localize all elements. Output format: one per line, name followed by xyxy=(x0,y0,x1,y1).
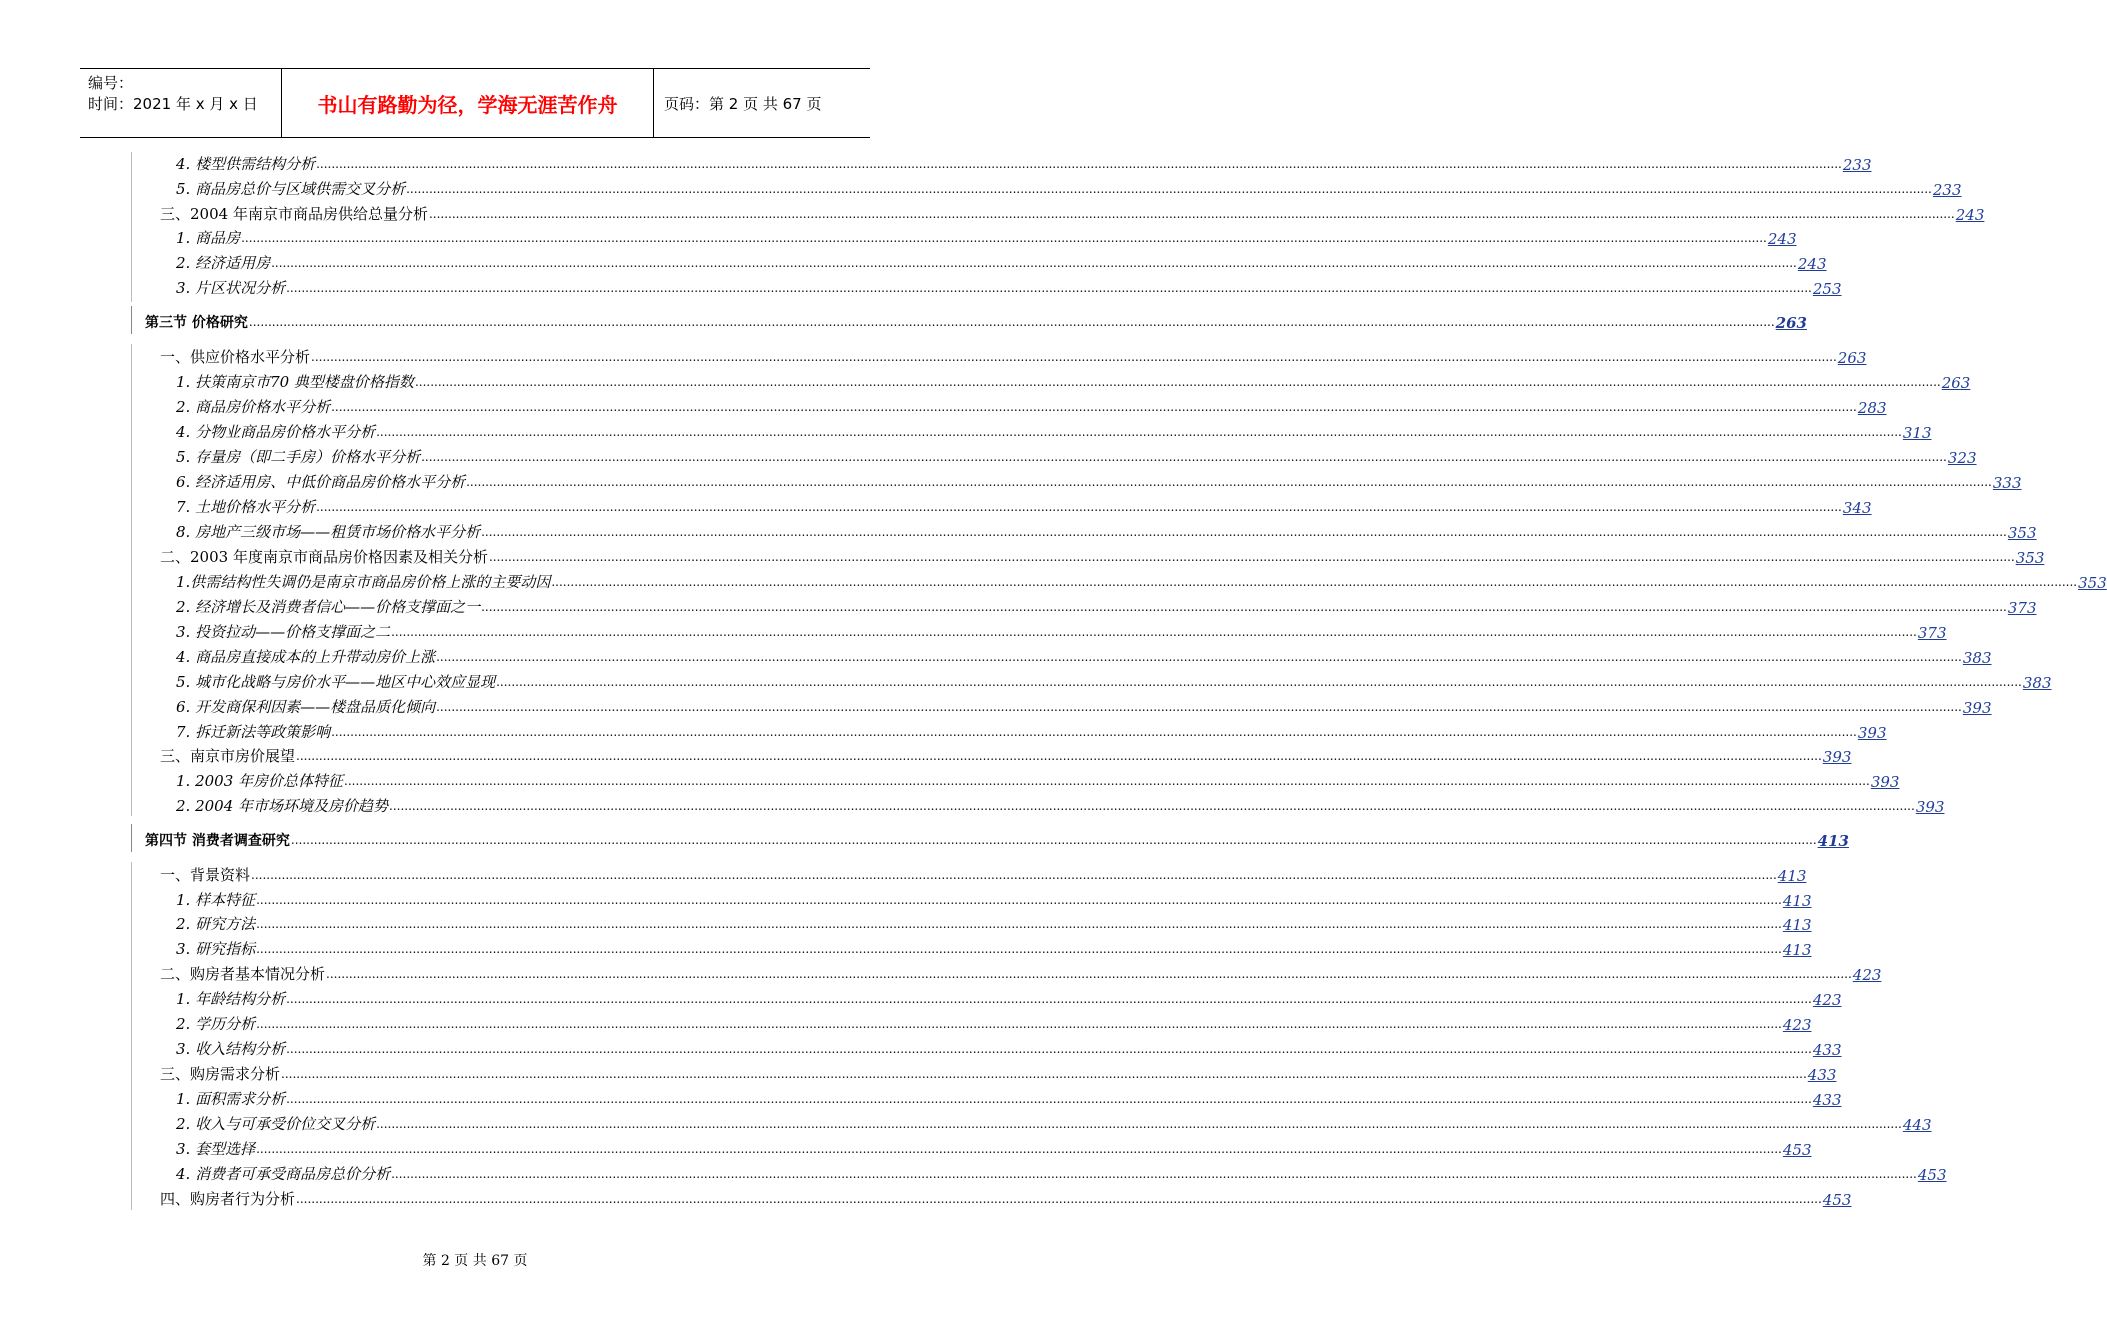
toc-entry[interactable] xyxy=(176,445,1977,467)
toc-leader-dots: ................................................................................................................................................................................................................................................................................................................................................................................................................ xyxy=(296,749,1822,763)
toc-entry-title: 1. 样本特征 xyxy=(176,891,256,909)
toc-entry-title: 一、背景资料 xyxy=(160,866,251,884)
toc-leader-dots: ................................................................................................................................................................................................................................................................................................................................................................................................................ xyxy=(256,1017,1782,1031)
toc-page-link[interactable]: 393 xyxy=(1870,773,1900,791)
toc-entry[interactable] xyxy=(176,670,2052,692)
toc-page-link[interactable]: 393 xyxy=(1857,724,1887,742)
toc-page-link[interactable]: 243 xyxy=(1797,255,1827,273)
toc-entry-title: 1. 年龄结构分析 xyxy=(176,990,286,1008)
toc-page-link[interactable]: 393 xyxy=(1915,798,1945,816)
toc-entry[interactable] xyxy=(176,595,2037,617)
toc-leader-dots: ................................................................................................................................................................................................................................................................................................................................................................................................................ xyxy=(376,425,1902,439)
toc-guide-line xyxy=(131,306,132,334)
toc-entry-title: 4. 分物业商品房价格水平分析 xyxy=(176,423,376,441)
toc-entry[interactable] xyxy=(176,1137,1812,1159)
toc-page-link[interactable]: 413 xyxy=(1782,916,1812,934)
toc-entry-title: 一、供应价格水平分析 xyxy=(160,348,311,366)
toc-entry-title: 1. 面积需求分析 xyxy=(176,1090,286,1108)
toc-entry-title: 4. 消费者可承受商品房总价分析 xyxy=(176,1165,391,1183)
toc-leader-dots: ................................................................................................................................................................................................................................................................................................................................................................................................................ xyxy=(481,600,2007,614)
toc-leader-dots: ................................................................................................................................................................................................................................................................................................................................................................................................................ xyxy=(488,550,2015,564)
toc-entry-title: 2. 研究方法 xyxy=(176,915,256,933)
toc-leader-dots: ................................................................................................................................................................................................................................................................................................................................................................................................................ xyxy=(286,1092,1812,1106)
toc-entry[interactable] xyxy=(176,987,1842,1009)
toc-page-link[interactable]: 423 xyxy=(1812,991,1842,1009)
toc-entry-title: 三、2004 年南京市商品房供给总量分析 xyxy=(160,205,428,223)
toc-entry-title: 3. 研究指标 xyxy=(176,940,256,958)
toc-page-link[interactable]: 393 xyxy=(1822,748,1852,766)
toc-leader-dots: ................................................................................................................................................................................................................................................................................................................................................................................................................ xyxy=(316,500,1842,514)
toc-entry-title: 6. 经济适用房、中低价商品房价格水平分析 xyxy=(176,473,466,491)
toc-page-link[interactable]: 353 xyxy=(2015,549,2045,567)
toc-leader-dots: ................................................................................................................................................................................................................................................................................................................................................................................................................ xyxy=(436,700,1962,714)
toc-entry-title: 5. 城市化战略与房价水平——地区中心效应显现 xyxy=(176,673,496,691)
toc-entry[interactable] xyxy=(176,420,1932,442)
toc-guide-line xyxy=(131,824,132,852)
toc-entry-title: 3. 片区状况分析 xyxy=(176,279,286,297)
toc-leader-dots: ................................................................................................................................................................................................................................................................................................................................................................................................................ xyxy=(281,1067,1807,1081)
toc-leader-dots: ................................................................................................................................................................................................................................................................................................................................................................................................................ xyxy=(286,281,1812,295)
page-header xyxy=(80,68,870,138)
toc-entry-title: 3. 收入结构分析 xyxy=(176,1040,286,1058)
toc-entry-title: 5. 存量房（即二手房）价格水平分析 xyxy=(176,448,421,466)
toc-entry-title: 二、购房者基本情况分析 xyxy=(160,965,326,983)
toc-entry[interactable] xyxy=(176,645,1992,667)
toc-page-link[interactable]: 243 xyxy=(1767,230,1797,248)
toc-leader-dots: ................................................................................................................................................................................................................................................................................................................................................................................................................ xyxy=(481,525,2007,539)
toc-leader-dots: ................................................................................................................................................................................................................................................................................................................................................................................................................ xyxy=(256,1142,1782,1156)
toc-entry[interactable] xyxy=(176,769,1900,791)
toc-entry-title: 3. 投资拉动——价格支撑面之二 xyxy=(176,623,391,641)
toc-entry-title: 2. 收入与可承受价位交叉分析 xyxy=(176,1115,376,1133)
toc-entry[interactable] xyxy=(176,251,1827,273)
toc-page-link[interactable]: 373 xyxy=(2007,599,2037,617)
toc-entry-title: 1. 扶策南京市70 典型楼盘价格指数 xyxy=(176,373,414,391)
toc-page-link[interactable]: 263 xyxy=(1837,349,1867,367)
toc-entry[interactable] xyxy=(176,152,1872,174)
toc-entry[interactable] xyxy=(160,345,1867,367)
toc-entry[interactable] xyxy=(176,370,1971,392)
toc-leader-dots: ................................................................................................................................................................................................................................................................................................................................................................................................................ xyxy=(376,1117,1902,1131)
toc-leader-dots: ................................................................................................................................................................................................................................................................................................................................................................................................................ xyxy=(551,575,2078,589)
toc-leader-dots: ................................................................................................................................................................................................................................................................................................................................................................................................................ xyxy=(496,675,2022,689)
toc-entry[interactable] xyxy=(160,1062,1837,1084)
toc-page-link[interactable]: 413 xyxy=(1782,941,1812,959)
toc-leader-dots: ................................................................................................................................................................................................................................................................................................................................................................................................................ xyxy=(316,157,1842,171)
toc-entry[interactable] xyxy=(176,177,1962,199)
toc-page-link[interactable]: 413 xyxy=(1782,892,1812,910)
toc-entry-title: 2. 经济增长及消费者信心——价格支撑面之一 xyxy=(176,598,481,616)
toc-page-link[interactable]: 243 xyxy=(1955,206,1985,224)
toc-entry[interactable] xyxy=(160,744,1852,766)
toc-entry[interactable] xyxy=(176,495,1872,517)
toc-entry[interactable] xyxy=(176,937,1812,959)
toc-entry[interactable] xyxy=(176,720,1887,742)
toc-entry[interactable] xyxy=(176,794,1945,816)
toc-section-entry[interactable] xyxy=(145,310,1807,332)
number-label: 编号： xyxy=(88,74,134,92)
toc-leader-dots: ................................................................................................................................................................................................................................................................................................................................................................................................................ xyxy=(296,1192,1822,1206)
toc-page-link[interactable]: 433 xyxy=(1807,1066,1837,1084)
toc-entry-title: 三、南京市房价展望 xyxy=(160,747,296,765)
toc-entry-title: 7. 土地价格水平分析 xyxy=(176,498,316,516)
toc-page-link[interactable]: 413 xyxy=(1817,832,1849,850)
header-slogan: 书山有路勤为径，学海无涯苦作舟 xyxy=(282,69,654,137)
toc-leader-dots: ................................................................................................................................................................................................................................................................................................................................................................................................................ xyxy=(389,799,1915,813)
toc-entry-title: 3. 套型选择 xyxy=(176,1140,256,1158)
page-footer: 第 2 页 共 67 页 xyxy=(422,1253,528,1269)
header-page-info: 页码：第 2 页 共 67 页 xyxy=(664,94,822,113)
toc-entry-title: 1. 商品房 xyxy=(176,229,241,247)
toc-page-link[interactable]: 353 xyxy=(2078,574,2107,592)
toc-entry[interactable] xyxy=(160,962,1882,984)
toc-leader-dots: ................................................................................................................................................................................................................................................................................................................................................................................................................ xyxy=(391,625,1917,639)
toc-entry[interactable] xyxy=(160,202,1985,224)
toc-entry-title: 第三节 价格研究 xyxy=(145,315,248,331)
toc-entry-title: 5. 商品房总价与区域供需交叉分析 xyxy=(176,180,406,198)
toc-entry[interactable] xyxy=(176,570,2107,592)
toc-entry-title: 1. 2003 年房价总体特征 xyxy=(176,772,344,790)
toc-leader-dots: ................................................................................................................................................................................................................................................................................................................................................................................................................ xyxy=(436,650,1962,664)
toc-entry[interactable] xyxy=(160,545,2045,567)
toc-leader-dots: ................................................................................................................................................................................................................................................................................................................................................................................................................ xyxy=(331,400,1857,414)
toc-leader-dots: ................................................................................................................................................................................................................................................................................................................................................................................................................ xyxy=(466,475,1992,489)
toc-leader-dots: ................................................................................................................................................................................................................................................................................................................................................................................................................ xyxy=(248,315,1775,329)
toc-leader-dots: ................................................................................................................................................................................................................................................................................................................................................................................................................ xyxy=(271,256,1797,270)
toc-entry[interactable] xyxy=(176,1087,1842,1109)
toc-entry-title: 2. 2004 年市场环境及房价趋势 xyxy=(176,797,389,815)
toc-page-link[interactable]: 443 xyxy=(1902,1116,1932,1134)
toc-leader-dots: ................................................................................................................................................................................................................................................................................................................................................................................................................ xyxy=(344,774,1870,788)
toc-page-link[interactable]: 353 xyxy=(2007,524,2037,542)
toc-page-link[interactable]: 283 xyxy=(1857,399,1887,417)
toc-entry[interactable] xyxy=(176,888,1812,910)
toc-entry[interactable] xyxy=(176,470,2022,492)
toc-page-link[interactable]: 453 xyxy=(1917,1166,1947,1184)
toc-page-link[interactable]: 383 xyxy=(1962,649,1992,667)
toc-page-link[interactable]: 343 xyxy=(1842,499,1872,517)
toc-leader-dots: ................................................................................................................................................................................................................................................................................................................................................................................................................ xyxy=(256,917,1782,931)
toc-section-entry[interactable] xyxy=(145,828,1849,850)
toc-entry-title: 2. 学历分析 xyxy=(176,1015,256,1033)
toc-entry[interactable] xyxy=(176,620,1947,642)
toc-page-link[interactable]: 263 xyxy=(1941,374,1971,392)
toc-leader-dots: ................................................................................................................................................................................................................................................................................................................................................................................................................ xyxy=(290,833,1817,847)
toc-entry-title: 4. 商品房直接成本的上升带动房价上涨 xyxy=(176,648,436,666)
toc-leader-dots: ................................................................................................................................................................................................................................................................................................................................................................................................................ xyxy=(241,231,1767,245)
toc-entry[interactable] xyxy=(176,695,1992,717)
toc-page-link[interactable]: 373 xyxy=(1917,624,1947,642)
toc-entry-title: 2. 商品房价格水平分析 xyxy=(176,398,331,416)
toc-leader-dots: ................................................................................................................................................................................................................................................................................................................................................................................................................ xyxy=(391,1167,1917,1181)
toc-page-link[interactable]: 423 xyxy=(1852,966,1882,984)
toc-page-link[interactable]: 323 xyxy=(1947,449,1977,467)
toc-page-link[interactable]: 253 xyxy=(1812,280,1842,298)
toc-entry[interactable] xyxy=(160,1187,1852,1209)
toc-leader-dots: ................................................................................................................................................................................................................................................................................................................................................................................................................ xyxy=(326,967,1852,981)
toc-page-link[interactable]: 313 xyxy=(1902,424,1932,442)
toc-page-link[interactable]: 433 xyxy=(1812,1041,1842,1059)
toc-page-link[interactable]: 433 xyxy=(1812,1091,1842,1109)
toc-leader-dots: ................................................................................................................................................................................................................................................................................................................................................................................................................ xyxy=(256,893,1782,907)
toc-leader-dots: ................................................................................................................................................................................................................................................................................................................................................................................................................ xyxy=(311,350,1837,364)
toc-entry-title: 三、购房需求分析 xyxy=(160,1065,281,1083)
toc-leader-dots: ................................................................................................................................................................................................................................................................................................................................................................................................................ xyxy=(256,942,1782,956)
toc-page-link[interactable]: 383 xyxy=(2022,674,2052,692)
toc-entry[interactable] xyxy=(176,395,1887,417)
toc-entry[interactable] xyxy=(176,1112,1932,1134)
toc-leader-dots: ................................................................................................................................................................................................................................................................................................................................................................................................................ xyxy=(414,375,1941,389)
toc-page-link[interactable]: 423 xyxy=(1782,1016,1812,1034)
time-label: 时间：2021 年 x 月 x 日 xyxy=(88,95,258,113)
toc-entry-title: 四、购房者行为分析 xyxy=(160,1190,296,1208)
toc-entry[interactable] xyxy=(176,1012,1812,1034)
toc-entry-title: 2. 经济适用房 xyxy=(176,254,271,272)
toc-entry[interactable] xyxy=(160,863,1807,885)
toc-entry[interactable] xyxy=(176,912,1812,934)
toc-leader-dots: ................................................................................................................................................................................................................................................................................................................................................................................................................ xyxy=(421,450,1947,464)
toc-entry[interactable] xyxy=(176,520,2037,542)
toc-page-link[interactable]: 413 xyxy=(1777,867,1807,885)
toc-entry-title: 7. 拆迁新法等政策影响 xyxy=(176,723,331,741)
toc-entry[interactable] xyxy=(176,1162,1947,1184)
toc-page-link[interactable]: 393 xyxy=(1962,699,1992,717)
toc-leader-dots: ................................................................................................................................................................................................................................................................................................................................................................................................................ xyxy=(286,992,1812,1006)
toc-leader-dots: ................................................................................................................................................................................................................................................................................................................................................................................................................ xyxy=(286,1042,1812,1056)
toc-entry[interactable] xyxy=(176,276,1842,298)
toc-entry[interactable] xyxy=(176,1037,1842,1059)
toc-entry-title: 二、2003 年度南京市商品房价格因素及相关分析 xyxy=(160,548,488,566)
toc-page-link[interactable]: 233 xyxy=(1932,181,1962,199)
toc-entry-title: 第四节 消费者调查研究 xyxy=(145,833,290,849)
toc-guide-line xyxy=(131,862,132,1210)
toc-leader-dots: ................................................................................................................................................................................................................................................................................................................................................................................................................ xyxy=(251,868,1777,882)
toc-guide-line xyxy=(131,344,132,816)
toc-entry-title: 6. 开发商保利因素——楼盘品质化倾向 xyxy=(176,698,436,716)
toc-leader-dots: ................................................................................................................................................................................................................................................................................................................................................................................................................ xyxy=(406,182,1932,196)
toc-entry-title: 1.供需结构性失调仍是南京市商品房价格上涨的主要动因 xyxy=(176,573,551,591)
toc-page-link[interactable]: 233 xyxy=(1842,156,1872,174)
toc-entry[interactable] xyxy=(176,226,1797,248)
toc-leader-dots: ................................................................................................................................................................................................................................................................................................................................................................................................................ xyxy=(428,207,1955,221)
toc-guide-line xyxy=(131,152,132,302)
header-left-cell xyxy=(80,69,282,137)
toc-page-link[interactable]: 453 xyxy=(1822,1191,1852,1209)
toc-entry-title: 8. 房地产三级市场——租赁市场价格水平分析 xyxy=(176,523,481,541)
toc-page-link[interactable]: 263 xyxy=(1775,314,1807,332)
toc-leader-dots: ................................................................................................................................................................................................................................................................................................................................................................................................................ xyxy=(331,725,1857,739)
toc-page-link[interactable]: 453 xyxy=(1782,1141,1812,1159)
toc-entry-title: 4. 楼型供需结构分析 xyxy=(176,155,316,173)
toc-page-link[interactable]: 333 xyxy=(1992,474,2022,492)
